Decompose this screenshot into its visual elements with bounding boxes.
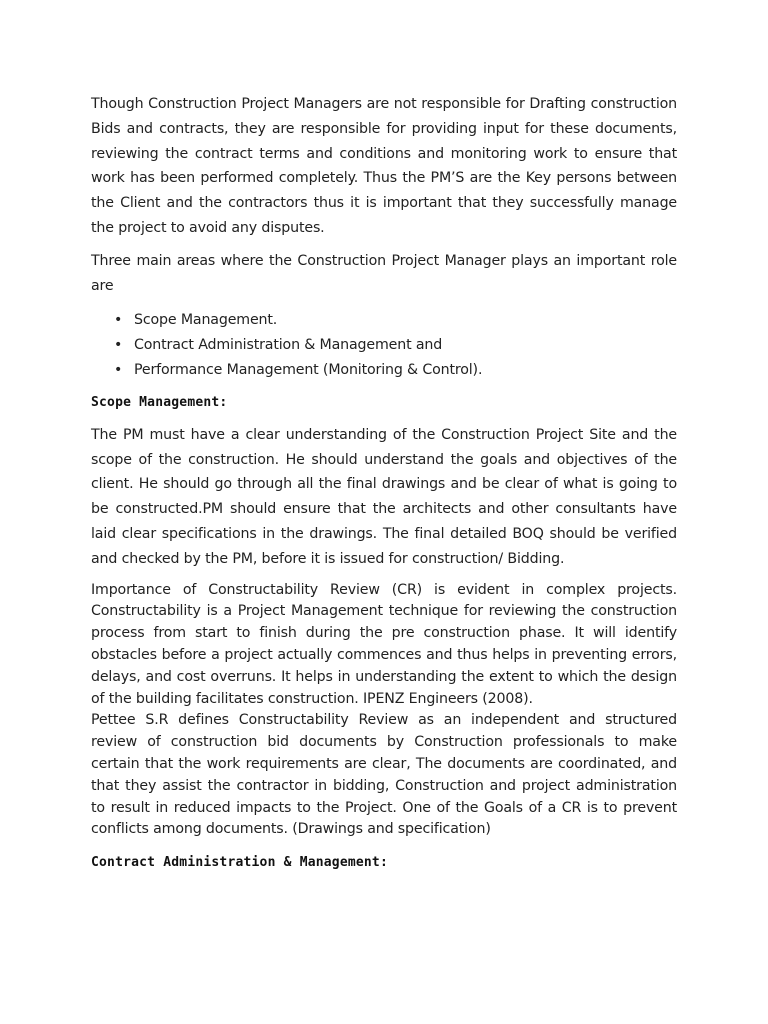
spacer: [91, 415, 677, 423]
bullet-icon: •: [114, 337, 123, 354]
areas-intro-paragraph: Three main areas where the Construction Project Manager plays an important role are: [91, 252, 677, 294]
list-item: [91, 308, 677, 333]
intro-paragraph: Though Construction Project Managers are not responsible for Drafting construction Bids and contracts, they are responsible for providing input for these documents, reviewing the contract terms and conditions and monitoring work to ensure that work has been performed completely. Thus the PM’S are the Key persons between the Client and the contractors thus it is important that they successfully manage the project to avoid any disputes.: [91, 96, 677, 236]
scope-paragraph-1: The PM must have a clear understanding of the Construction Project Site and the scope of the construction. He should understand the goals and objectives of the client. He should go through all the final drawings and be clear of what is going to be constructed.PM should ensure that the architects and other consultants have laid clear specifications in the drawings. The final detailed BOQ should be verified and checked by the PM, before it is issued for construction/ Bidding.: [91, 426, 677, 567]
areas-list: [91, 308, 677, 382]
contract-management-heading: Contract Administration & Management:: [91, 855, 388, 871]
bullet-icon: •: [114, 361, 123, 378]
scope-management-heading: Scope Management:: [91, 394, 228, 410]
document-page: [91, 92, 677, 875]
list-item-label: Contract Administration & Management and: [134, 337, 443, 354]
spacer: [91, 841, 677, 851]
bullet-icon: •: [114, 312, 123, 329]
list-item: [91, 333, 677, 358]
scope-paragraph-2: Importance of Constructability Review (CR) is evident in complex projects. Constructability is a Project Management technique for reviewing the construction process from start to finish during the pre construction phase. It will identify obstacles before a project actually commences and thus helps in preventing errors, delays, and cost overruns. It helps in understanding the extent to which the design of the building facilitates construction. IPENZ Engineers (2008).: [91, 581, 677, 707]
spacer: [91, 241, 677, 249]
spacer: [91, 572, 677, 580]
scope-paragraph-3: Pettee S.R defines Constructability Review as an independent and structured review of construction bid documents by Construction professionals to make certain that the work requirements are clear, The documents are coordinated, and that they assist the contractor in bidding, Construction and project administration to result in reduced impacts to the Project. One of the Goals of a CR is to prevent conflicts among documents. (Drawings and specification): [91, 712, 677, 838]
list-item-label: Scope Management.: [134, 312, 278, 329]
list-item: [91, 358, 677, 383]
spacer: [91, 298, 677, 308]
spacer: [91, 383, 677, 391]
list-item-label: Performance Management (Monitoring & Control).: [134, 361, 483, 378]
